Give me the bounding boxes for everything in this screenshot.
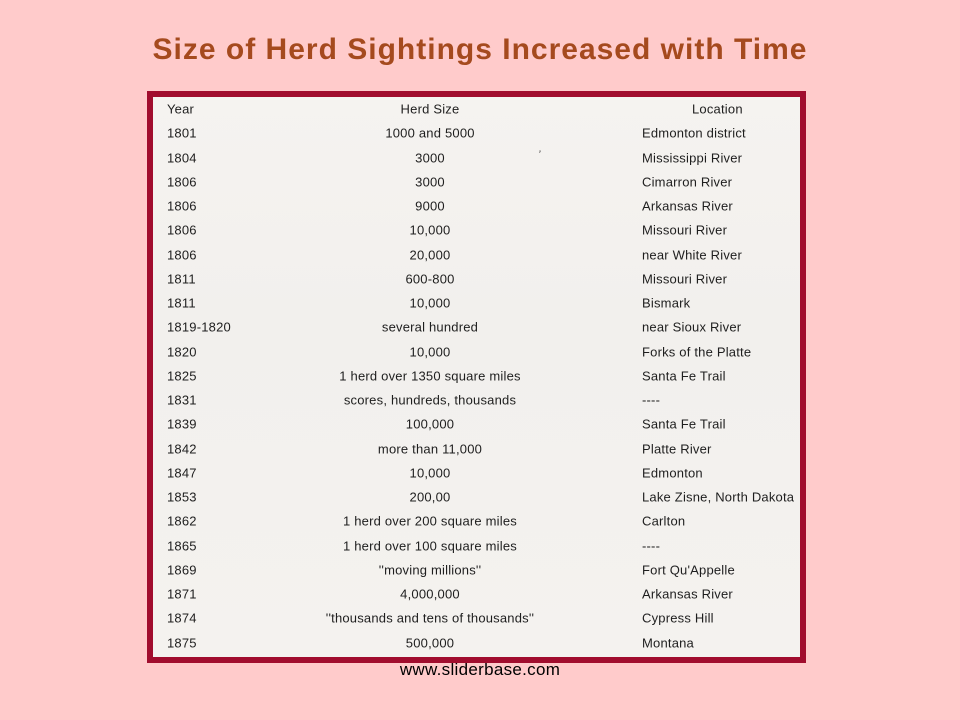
- cell-location: near Sioux River: [642, 319, 742, 335]
- table-row: [153, 461, 800, 485]
- col-header-herd-size: Herd Size: [400, 101, 460, 117]
- cell-location: Carlton: [642, 513, 686, 529]
- table-row: [153, 582, 800, 606]
- col-header-location: Location: [692, 101, 743, 117]
- cell-location: Lake Zisne, North Dakota: [642, 489, 795, 505]
- cell-year: 1847: [167, 465, 197, 481]
- cell-location: Missouri River: [642, 222, 728, 238]
- slide-title: Size of Herd Sightings Increased with Time: [152, 33, 808, 66]
- cell-herd-size: 1 herd over 200 square miles: [343, 513, 517, 529]
- cell-location: Forks of the Platte: [642, 344, 752, 360]
- cell-year: 1871: [167, 586, 197, 602]
- table-row: [153, 267, 800, 291]
- table-row: [153, 170, 800, 194]
- cell-location: Santa Fe Trail: [642, 368, 726, 384]
- cell-year: 1825: [167, 368, 197, 384]
- cell-location: ----: [642, 392, 661, 408]
- cell-location: Bismark: [642, 295, 691, 311]
- table-row: [153, 509, 800, 533]
- cell-herd-size: 1 herd over 100 square miles: [343, 538, 517, 554]
- stray-scan-mark: ’: [536, 148, 542, 162]
- table-row: [153, 534, 800, 558]
- cell-location: Edmonton: [642, 465, 703, 481]
- table-row: [153, 485, 800, 509]
- table-header-row: [153, 97, 800, 121]
- cell-year: 1811: [167, 271, 196, 287]
- cell-herd-size: 3000: [415, 174, 445, 190]
- cell-year: 1804: [167, 150, 197, 166]
- cell-year: 1869: [167, 562, 197, 578]
- table-row: [153, 631, 800, 655]
- cell-location: near White River: [642, 247, 743, 263]
- cell-year: 1839: [167, 416, 197, 432]
- cell-year: 1842: [167, 441, 197, 457]
- cell-year: 1853: [167, 489, 197, 505]
- table-row: [153, 388, 800, 412]
- cell-herd-size: 3000: [415, 150, 445, 166]
- cell-year: 1806: [167, 174, 197, 190]
- cell-herd-size: 600-800: [405, 271, 455, 287]
- cell-location: Edmonton district: [642, 125, 746, 141]
- cell-herd-size: 1000 and 5000: [385, 125, 475, 141]
- table-row: [153, 218, 800, 242]
- cell-herd-size: 10,000: [409, 222, 451, 238]
- table-row: [153, 340, 800, 364]
- table-row: [153, 558, 800, 582]
- cell-year: 1874: [167, 610, 197, 626]
- cell-location: Fort Qu'Appelle: [642, 562, 735, 578]
- cell-herd-size: ''thousands and tens of thousands'': [325, 610, 535, 626]
- herd-sightings-table: [147, 91, 806, 663]
- cell-year: 1820: [167, 344, 197, 360]
- cell-herd-size: more than 11,000: [377, 441, 483, 457]
- col-header-year: Year: [167, 101, 195, 117]
- cell-year: 1806: [167, 198, 197, 214]
- cell-herd-size: 9000: [415, 198, 445, 214]
- cell-year: 1862: [167, 513, 197, 529]
- cell-year: 1811: [167, 295, 196, 311]
- cell-location: Platte River: [642, 441, 712, 457]
- cell-year: 1806: [167, 247, 197, 263]
- table-row: [153, 121, 800, 145]
- cell-herd-size: 200,00: [409, 489, 451, 505]
- cell-herd-size: 100,000: [405, 416, 455, 432]
- table-row: [153, 243, 800, 267]
- cell-year: 1831: [167, 392, 197, 408]
- table-row: [153, 315, 800, 339]
- table-row: [153, 437, 800, 461]
- cell-location: Arkansas River: [642, 586, 733, 602]
- cell-location: Cimarron River: [642, 174, 733, 190]
- cell-herd-size: 10,000: [409, 344, 451, 360]
- cell-location: Montana: [642, 635, 694, 651]
- table-row: [153, 194, 800, 218]
- cell-herd-size: 10,000: [409, 295, 451, 311]
- cell-year: 1875: [167, 635, 197, 651]
- cell-herd-size: several hundred: [381, 319, 479, 335]
- watermark: www.sliderbase.com: [399, 660, 561, 679]
- cell-herd-size: 1 herd over 1350 square miles: [339, 368, 521, 384]
- cell-year: 1806: [167, 222, 197, 238]
- table-row: [153, 412, 800, 436]
- cell-herd-size: scores, hundreds, thousands: [343, 392, 517, 408]
- cell-year: 1801: [167, 125, 197, 141]
- cell-herd-size: ''moving millions'': [378, 562, 482, 578]
- cell-location: Arkansas River: [642, 198, 733, 214]
- cell-location: Missouri River: [642, 271, 728, 287]
- table-row: [153, 291, 800, 315]
- table-row: [153, 364, 800, 388]
- cell-herd-size: 10,000: [409, 465, 451, 481]
- cell-location: Mississippi River: [642, 150, 743, 166]
- cell-year: 1865: [167, 538, 197, 554]
- cell-herd-size: 4,000,000: [400, 586, 460, 602]
- table-row: [153, 146, 800, 170]
- cell-year: 1819-1820: [167, 319, 231, 335]
- cell-location: Cypress Hill: [642, 610, 714, 626]
- cell-herd-size: 500,000: [405, 635, 455, 651]
- table-row: [153, 606, 800, 630]
- cell-herd-size: 20,000: [409, 247, 451, 263]
- cell-location: Santa Fe Trail: [642, 416, 726, 432]
- cell-location: ----: [642, 538, 661, 554]
- table-body: [153, 121, 800, 655]
